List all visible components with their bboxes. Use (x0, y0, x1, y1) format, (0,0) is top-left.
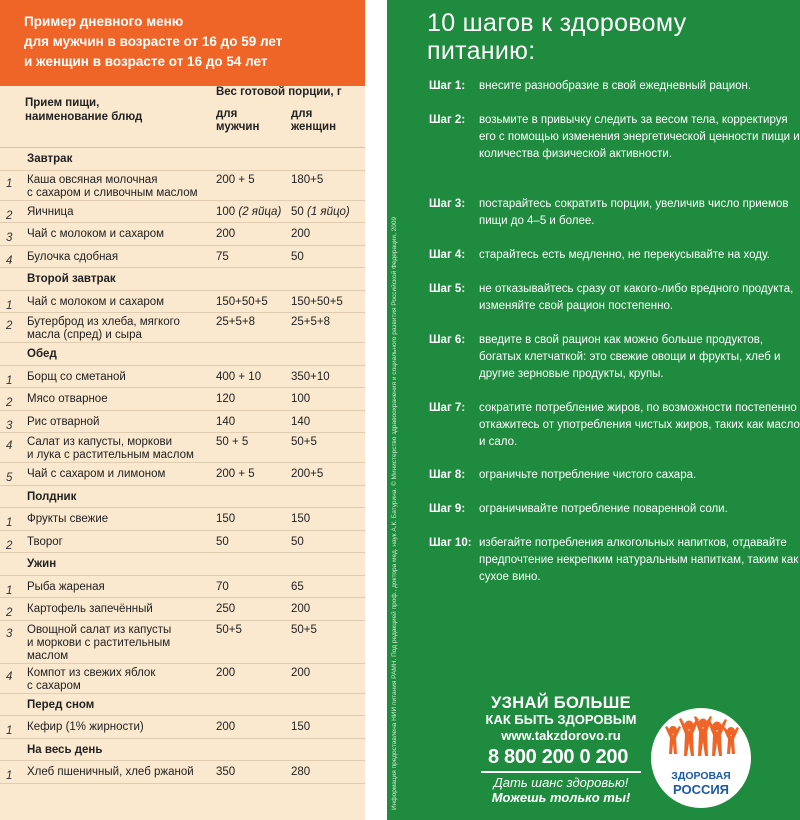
women-portion-value: 200 (291, 228, 311, 240)
menu-item-number: 1 (6, 584, 13, 597)
dish-line: Салат из капусты, моркови (27, 436, 173, 448)
menu-item-dish (27, 667, 212, 693)
women-portion (291, 316, 330, 328)
men-portion (216, 206, 281, 218)
panel-divider (365, 0, 387, 820)
step-label: Шаг 6: (429, 334, 466, 346)
menu-item-row (0, 716, 365, 739)
dish-line: и моркови с растительным (27, 636, 171, 649)
women-portion-value: 200+5 (291, 468, 324, 480)
zdorovaya-rossiya-logo (651, 708, 751, 808)
men-portion (216, 393, 235, 405)
menu-item-number: 2 (6, 209, 13, 222)
menu-item-dish (27, 251, 212, 264)
menu-section-title: Перед сном (27, 698, 95, 711)
menu-item-number: 2 (6, 607, 13, 619)
women-portion (291, 667, 310, 679)
menu-item-row (0, 576, 365, 599)
women-portion-value: 200 (291, 666, 311, 679)
menu-item-row (0, 246, 365, 269)
dish-line: Чай с сахаром и лимоном (27, 468, 166, 480)
women-portion-value: 65 (291, 580, 304, 593)
women-portion (291, 581, 304, 593)
menu-section-title: Второй завтрак (27, 273, 116, 285)
men-portion-value: 25+5+8 (216, 316, 256, 328)
men-portion-value: 50 (216, 535, 229, 548)
menu-item-dish (27, 581, 212, 594)
menu-item-row (0, 223, 365, 246)
menu-item-dish (27, 206, 212, 219)
women-portion (291, 536, 304, 548)
women-portion (291, 513, 310, 525)
men-portion-value: 100 (216, 205, 236, 218)
men-portion (216, 296, 268, 308)
menu-item-dish (27, 603, 212, 616)
menu-title: Пример дневного меню для мужчин в возрасте от 16 до 59 лет и женщин в возрасте от 16 до 54 лет (0, 0, 365, 86)
step-text: постарайтесь сократить порции, увеличив число приемов пищи до 4–5 и более. (479, 198, 789, 227)
menu-item-number: 1 (6, 725, 13, 737)
men-portion-value: 50+5 (216, 623, 242, 636)
menu-item-dish (27, 316, 212, 342)
women-portion (291, 296, 343, 308)
menu-item-number: 3 (6, 419, 13, 432)
men-portion (216, 316, 255, 328)
women-portion-value: 140 (291, 415, 311, 428)
women-portion-value: 350+10 (291, 370, 330, 383)
menu-item-number: 3 (6, 232, 13, 244)
women-portion-value: 50 (291, 535, 304, 548)
dish-line: и лука с растительным маслом (27, 449, 194, 461)
menu-item-number: 1 (6, 299, 13, 312)
men-portion-value: 200 (216, 721, 236, 733)
menu-section-title: На весь день (27, 743, 103, 756)
men-column-header: для мужчин (216, 108, 260, 133)
step-label: Шаг 8: (429, 469, 466, 481)
dish-line: Каша овсяная молочная (27, 173, 158, 186)
dish-line: Фрукты свежие (27, 513, 109, 525)
menu-item-dish (27, 536, 212, 549)
menu-item-row (0, 171, 365, 201)
logo-text-bottom: РОССИЯ (672, 782, 730, 797)
dish-line: с сахаром и сливочным маслом (27, 186, 198, 199)
step-label: Шаг 7: (429, 402, 466, 414)
menu-section-title: Завтрак (27, 153, 73, 165)
men-portion (216, 603, 235, 615)
dish-line: Рыба жареная (27, 580, 105, 593)
step-label: Шаг 10: (429, 537, 472, 549)
menu-item-dish (27, 228, 212, 241)
menu-item-number: 2 (6, 539, 13, 552)
women-portion-value: 150 (291, 513, 311, 525)
steps-panel (387, 0, 800, 820)
women-portion (291, 371, 330, 383)
meal-column-header: Прием пищи, наименование блюд (25, 97, 143, 123)
menu-item-dish (27, 766, 212, 779)
men-portion (216, 251, 229, 263)
men-portion (216, 721, 235, 733)
women-column-header: для женщин (291, 108, 337, 133)
dish-line: Картофель запечённый (27, 603, 153, 615)
menu-item-dish (27, 436, 212, 462)
men-portion (216, 174, 255, 186)
menu-item-row (0, 291, 365, 314)
promo-url[interactable]: www.takzdorovo.ru (501, 728, 621, 743)
men-portion (216, 536, 229, 548)
women-portion-value: 25+5+8 (291, 316, 331, 328)
promo-phone: 8 800 200 0 200 (487, 746, 629, 768)
men-portion-value: 350 (216, 766, 236, 778)
men-portion-note: (2 яйца) (238, 205, 282, 218)
dish-line: Компот из свежих яблок (27, 666, 156, 679)
women-portion (291, 174, 323, 186)
men-portion-value: 150 (216, 513, 236, 525)
menu-item-dish (27, 296, 212, 309)
menu-item-number: 3 (6, 627, 13, 640)
menu-section (0, 148, 365, 171)
men-portion (216, 766, 235, 778)
menu-panel (0, 0, 365, 820)
women-portion (291, 416, 310, 428)
women-portion-value: 280 (291, 766, 311, 778)
menu-item-row (0, 411, 365, 434)
promo-slogan-bold: Можешь только ты! (491, 790, 631, 805)
men-portion-value: 140 (216, 415, 236, 428)
step-text: внесите разнообразие в свой ежедневный рацион. (479, 80, 752, 92)
menu-item-number: 4 (6, 670, 13, 683)
dish-line: Овощной салат из капусты (27, 623, 172, 636)
men-portion-value: 250 (216, 603, 236, 615)
women-portion-value: 150+50+5 (291, 295, 343, 308)
menu-item-dish (27, 416, 212, 429)
step-text: возьмите в привычку следить за весом тела, корректируя его с помощью изменения энергетической ценности пищи и количества физической активности. (479, 114, 800, 160)
men-portion (216, 371, 261, 383)
dish-line: Мясо отварное (27, 393, 108, 405)
women-portion-value: 50+5 (291, 436, 317, 448)
step-text: ограничьте потребление чистого сахара. (479, 469, 697, 481)
menu-section (0, 553, 365, 576)
promo-subheadline: КАК БЫТЬ ЗДОРОВЫМ (485, 712, 637, 727)
men-portion-value: 75 (216, 250, 229, 263)
menu-section (0, 694, 365, 717)
dish-line: Чай с молоком и сахаром (27, 295, 165, 308)
men-portion-value: 120 (216, 393, 236, 405)
menu-item-row (0, 531, 365, 554)
step-text: введите в свой рацион как можно больше продуктов, богатых клетчаткой: это свежие овощи и фрукты, хлеб и другие зерновые продукты, крупы. (479, 334, 781, 380)
women-portion (291, 624, 317, 636)
menu-item-row (0, 313, 365, 343)
women-portion (291, 468, 323, 480)
dish-line: Кефир (1% жирности) (27, 721, 144, 733)
menu-item-dish (27, 624, 212, 663)
menu-item-row (0, 388, 365, 411)
menu-table (0, 148, 365, 784)
dish-line: Бутерброд из хлеба, мягкого (27, 316, 180, 328)
women-portion-value: 180+5 (291, 173, 324, 186)
menu-item-dish (27, 513, 212, 526)
women-portion (291, 228, 310, 240)
step-text: сократите потребление жиров, по возможности постепенно откажитесь от употребления чистых жиров, таких как масло и сало. (479, 402, 800, 448)
women-portion (291, 721, 310, 733)
menu-item-number: 1 (6, 374, 13, 387)
menu-item-dish (27, 468, 212, 481)
men-portion (216, 513, 235, 525)
step-label: Шаг 5: (429, 283, 466, 295)
women-portion (291, 251, 304, 263)
promo-slogan: Дать шанс здоровью! (493, 775, 629, 790)
men-portion (216, 624, 242, 636)
men-portion-value: 200 (216, 228, 236, 240)
dish-line: Борщ со сметаной (27, 370, 126, 383)
dish-line: Хлеб пшеничный, хлеб ржаной (27, 766, 194, 778)
step-label: Шаг 1: (429, 80, 466, 92)
weight-column-header: Вес готовой порции, г (216, 86, 342, 98)
menu-item-number: 2 (6, 320, 13, 332)
menu-section-title: Полдник (27, 490, 77, 503)
women-portion-value: 50 (291, 205, 304, 218)
dish-line: Чай с молоком и сахаром (27, 228, 165, 240)
men-portion-value: 200 (216, 666, 236, 679)
step-text: старайтесь есть медленно, не перекусывайте на ходу. (479, 249, 770, 261)
step-label: Шаг 2: (429, 114, 466, 126)
men-portion (216, 436, 248, 448)
women-portion (291, 393, 310, 405)
menu-item-row (0, 433, 365, 463)
menu-item-dish (27, 174, 212, 200)
menu-item-number: 4 (6, 440, 13, 452)
menu-item-number: 2 (6, 397, 13, 409)
men-portion-value: 400 + 10 (216, 370, 262, 383)
menu-item-dish (27, 371, 212, 384)
step-text: не отказывайтесь сразу от какого-либо вредного продукта, изменяйте свой рацион постепенно. (479, 283, 794, 312)
credit-text: Информация предоставлена НИИ питания РАМН. Под редакцией проф., доктора мед. наук А.К. Батурина. © Министерство здравоохранения и социального развития Российской Федерации, 2009 (391, 216, 398, 810)
menu-column-header (0, 86, 365, 148)
dish-line: Рис отварной (27, 415, 100, 428)
menu-item-number: 4 (6, 254, 13, 267)
women-portion (291, 603, 310, 615)
menu-item-row (0, 366, 365, 389)
men-portion (216, 581, 229, 593)
menu-item-number: 1 (6, 177, 13, 190)
women-portion (291, 766, 310, 778)
men-portion-value: 150+50+5 (216, 295, 268, 308)
men-portion-value: 50 + 5 (216, 436, 249, 448)
menu-item-number: 5 (6, 472, 13, 484)
promo-block (481, 694, 641, 805)
promo-headline: УЗНАЙ БОЛЬШЕ (491, 694, 631, 712)
men-portion-value: 200 + 5 (216, 173, 255, 186)
men-portion-value: 70 (216, 580, 229, 593)
men-portion (216, 416, 235, 428)
women-portion-value: 50+5 (291, 623, 317, 636)
dish-line: Яичница (27, 205, 74, 218)
dish-line: Булочка сдобная (27, 250, 119, 263)
menu-section (0, 268, 365, 291)
step-label: Шаг 3: (429, 198, 466, 210)
menu-item-dish (27, 721, 212, 734)
menu-section-title: Обед (27, 348, 57, 360)
step-label: Шаг 4: (429, 249, 466, 261)
menu-item-dish (27, 393, 212, 406)
logo-text-top: ЗДОРОВАЯ (671, 770, 731, 782)
menu-item-row (0, 598, 365, 621)
women-portion-value: 50 (291, 250, 304, 263)
women-portion-value: 100 (291, 393, 311, 405)
menu-item-number: 1 (6, 770, 13, 782)
men-portion (216, 468, 255, 480)
menu-item-row (0, 508, 365, 531)
step-label: Шаг 9: (429, 503, 466, 515)
promo-separator (481, 771, 641, 773)
dish-line: маслом (27, 649, 69, 662)
dish-line: Творог (27, 535, 63, 548)
women-portion (291, 206, 350, 218)
women-portion-value: 200 (291, 603, 311, 615)
menu-item-row (0, 621, 365, 664)
menu-section (0, 343, 365, 366)
menu-item-row (0, 664, 365, 694)
dish-line: с сахаром (27, 679, 81, 692)
step-text: ограничивайте потребление поваренной соли. (479, 503, 728, 515)
women-portion-note: (1 яйцо) (307, 205, 350, 218)
men-portion (216, 228, 235, 240)
menu-item-number: 1 (6, 517, 13, 529)
dish-line: масла (спред) и сыра (27, 329, 142, 341)
menu-section-title: Ужин (27, 558, 57, 570)
step-text: избегайте потребления алкогольных напитков, отдавайте предпочтение некрепким натуральным напиткам, таким как сухое вино. (479, 537, 799, 583)
menu-section (0, 486, 365, 509)
women-portion (291, 436, 317, 448)
women-portion-value: 150 (291, 721, 311, 733)
menu-item-row (0, 761, 365, 784)
menu-section (0, 739, 365, 762)
menu-item-row (0, 201, 365, 224)
men-portion (216, 667, 235, 679)
menu-item-row (0, 463, 365, 486)
steps-title: 10 шагов к здоровому питанию: (427, 9, 687, 65)
men-portion-value: 200 + 5 (216, 468, 255, 480)
